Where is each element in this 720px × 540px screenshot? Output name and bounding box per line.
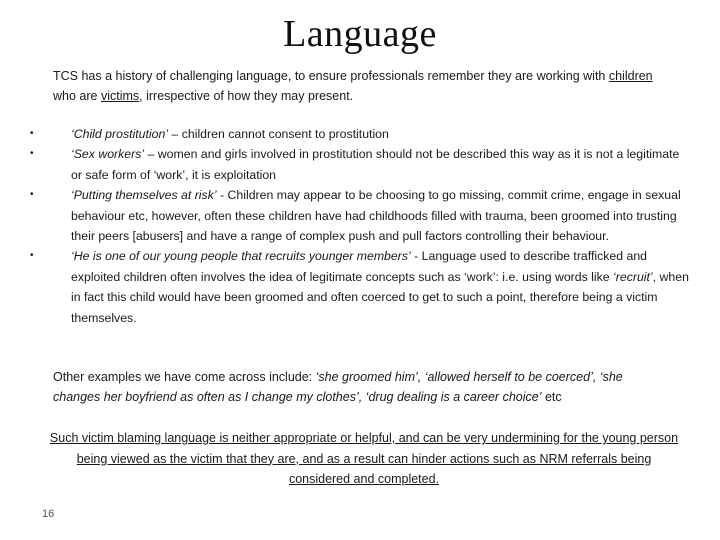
bullet-text: – children cannot consent to prostitution [168, 127, 389, 141]
bullet-text: – women and girls involved in prostitution should not be described this way as it is not a legitimate or safe form of ‘work’, it is exploitation [71, 147, 680, 182]
bullet-text-continued: , when in fact this child would have been groomed and often coerced to get to such a point, therefore being a victim themselves. [71, 269, 689, 325]
bullet-quote: ‘He is one of our young people that recruits younger members’ [71, 249, 411, 264]
bullet-icon: • [30, 189, 34, 201]
bullet-item-sex-workers [30, 144, 690, 185]
examples-lead: Other examples we have come across include: [53, 370, 316, 384]
intro-text-3: , irrespective of how they may present. [139, 89, 354, 103]
bullet-icon: • [30, 148, 34, 160]
closing-statement: Such victim blaming language is neither appropriate or helpful, and can be very undermining for the young person being viewed as the victim that they are, and as a result can hinder actions such as NRM referrals being considered and completed. [49, 431, 679, 486]
bullet-item-putting-themselves-at-risk [30, 185, 690, 246]
intro-text-2: who are [53, 89, 101, 103]
intro-underlined-victims: victims [100, 89, 140, 103]
examples-quotes: ‘she groomed him’, ‘allowed herself to be coerced’, ‘she changes her boyfriend as often as I change my clothes’, ‘drug dealing is a career choice’ [53, 370, 623, 404]
bullet-quote: ‘Sex workers’ [71, 147, 145, 162]
examples-tail: etc [541, 390, 562, 404]
examples-paragraph [53, 367, 673, 407]
intro-text-1: TCS has a history of challenging language, to ensure professionals remember they are working with [53, 69, 609, 83]
intro-paragraph [53, 66, 678, 106]
bullet-list [30, 124, 690, 328]
bullet-quote: ‘Putting themselves at risk’ [71, 188, 217, 203]
bullet-text: - Children may appear to be choosing to go missing, commit crime, engage in sexual behaviour etc, however, often these children have had childhoods filled with trauma, been groomed into trusting their peers [abusers] and have a range of complex push and pull factors controlling their behaviour. [71, 188, 681, 244]
bullet-quote: ‘Child prostitution’ [71, 127, 169, 141]
bullet-item-child-prostitution [30, 124, 690, 144]
bullet-item-recruits-younger-members [30, 246, 690, 328]
slide-title: Language [283, 13, 437, 55]
page-number: 16 [42, 508, 55, 520]
bullet-icon: • [30, 128, 34, 139]
bullet-quote-recruit: ‘recruit’ [613, 269, 653, 284]
bullet-icon: • [30, 250, 34, 262]
intro-underlined-children: children [608, 69, 653, 83]
bullet-text: - Language used to describe trafficked and exploited children often involves the idea of legitimate concepts such as ‘work’: i.e. using words like [71, 249, 648, 284]
